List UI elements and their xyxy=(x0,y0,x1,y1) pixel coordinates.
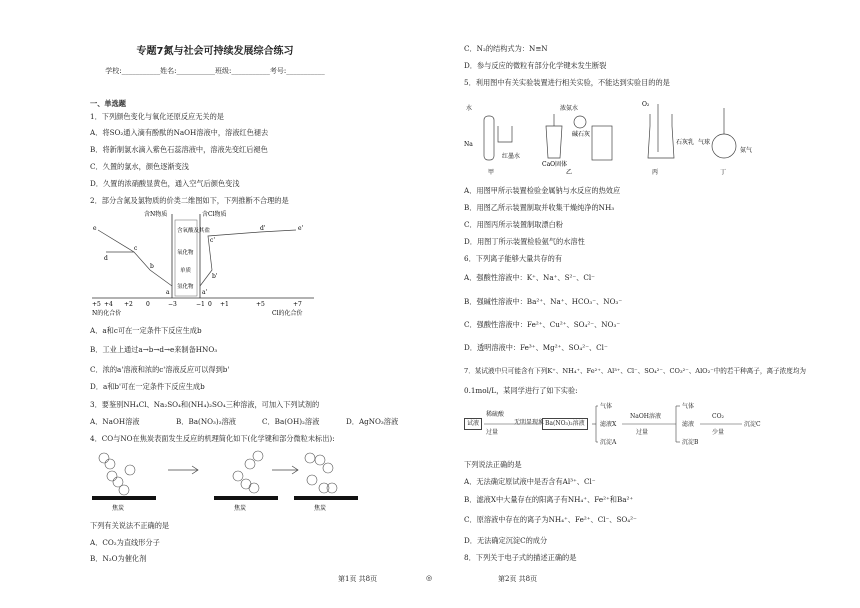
q5-option-d: D．用图丁所示装置检验氨气的水溶性 xyxy=(464,237,585,246)
q4-option-a: A．CO₂为直线形分子 xyxy=(90,538,160,547)
page-footer-left: 第1页 共8页 xyxy=(338,575,378,583)
page-title: 专题7氮与社会可持续发展综合练习 xyxy=(136,46,294,57)
label-cao: CaO固体 xyxy=(542,161,568,168)
q5-option-b: B．用图乙所示装置制取并收集干燥纯净的NH₃ xyxy=(464,203,615,212)
q4-stem: 下列有关说法不正确的是 xyxy=(90,521,170,530)
flow-arrows xyxy=(464,404,764,452)
q6-option-d: D．透明溶液中：Fe³⁺、Mg²⁺、SO₄²⁻、Cl⁻ xyxy=(464,343,608,352)
n-substance-label: 含N物质 xyxy=(144,211,168,218)
q4-option-c: C．N₂的结构式为：N≡N xyxy=(464,44,548,53)
label-jia: 甲 xyxy=(488,169,495,176)
apparatus-diagram xyxy=(462,96,762,182)
cl-substance-label: 含Cl物质 xyxy=(202,211,227,218)
cl-tick-plus5: +5 xyxy=(256,301,265,308)
n-tick-plus2: +2 xyxy=(124,301,133,308)
q2-option-d: D．a和b'可在一定条件下反应生成b xyxy=(90,382,205,391)
q1-option-b: B．将新制氯水滴入紫色石蕊溶液中，溶液先变红后褪色 xyxy=(90,145,268,154)
q3-option-b: B．Ba(NO₃)₂溶液 xyxy=(176,417,236,426)
flow-reagent-1: 稀硫酸 xyxy=(486,411,505,418)
q7-option-b: B．滤液X中大量存在的阳离子有NH₄⁺、Fe²⁺和Ba²⁺ xyxy=(464,495,634,504)
label-na: Na xyxy=(464,141,473,148)
flow-precipitate-b: 沉淀B xyxy=(682,439,699,446)
flow-precipitate-a: 沉淀A xyxy=(600,439,617,446)
cl-tick-minus1: −1 xyxy=(196,301,205,308)
binding-mark: ◎ xyxy=(426,574,433,582)
question-1: 1．下列颜色变化与氧化还原反应无关的是 xyxy=(90,112,224,121)
coke-label-1: 焦炭 xyxy=(112,505,125,512)
q4-option-d: D．参与反应的微粒有部分化学键未发生断裂 xyxy=(464,61,607,70)
n-axis-label: N的化合价 xyxy=(92,310,122,317)
flow-reagent-3-qty: 过量 xyxy=(636,429,649,436)
q7-option-a: A．无法确定原试液中是否含有Al³⁺、Cl⁻ xyxy=(464,477,596,486)
point-b-prime: b' xyxy=(212,273,218,280)
coke-label-2: 焦炭 xyxy=(234,505,247,512)
q3-option-a: A．NaOH溶液 xyxy=(90,417,140,426)
q5-option-c: C．用图丙所示装置制取漂白粉 xyxy=(464,220,563,229)
flow-reagent-4: CO₂ xyxy=(712,413,724,420)
category-hydride: 氢化物 xyxy=(177,284,194,290)
q6-option-b: B．强碱性溶液中：Ba²⁺、Na⁺、HCO₃⁻、NO₃⁻ xyxy=(464,297,623,306)
label-conc-ammonia: 浓氨水 xyxy=(560,105,579,112)
flow-no-change: 无明显现象 xyxy=(514,419,545,426)
question-8: 8．下列关于电子式的描述正确的是 xyxy=(464,553,577,562)
q7-option-d: D．无法确定沉淀C的成分 xyxy=(464,536,548,545)
q5-option-a: A．用图甲所示装置检验金属钠与水反应的热效应 xyxy=(464,186,621,195)
point-e-prime: e' xyxy=(298,225,304,232)
question-5: 5．利用图中有关实验装置进行相关实验，不能达到实验目的的是 xyxy=(464,78,670,87)
label-yi: 乙 xyxy=(566,169,573,176)
question-7-cont: 0.1mol/L，某同学进行了如下实验: xyxy=(464,386,578,395)
point-a: a xyxy=(166,289,170,296)
flow-reagent-4-qty: 少量 xyxy=(712,429,725,436)
label-bing: 丙 xyxy=(652,169,659,176)
flow-start-box: 试液 xyxy=(464,418,482,430)
flow-reagent-3: NaOH溶液 xyxy=(630,413,661,420)
flow-filtrate-x: 滤液X xyxy=(600,421,617,428)
flow-filtrate-2: 滤液 xyxy=(682,421,695,428)
valence-class-diagram xyxy=(88,208,318,320)
flow-gas-1: 气体 xyxy=(600,403,613,410)
student-info-line: 学校:___________姓名:___________班级:___________考号:___________ xyxy=(105,67,325,75)
q1-option-d: D．久置的浓硝酸显黄色，通入空气后颜色变浅 xyxy=(90,179,240,188)
point-c: c xyxy=(134,245,138,252)
n-tick-minus3: −3 xyxy=(168,301,177,308)
label-ammonia-gas: 氨气 xyxy=(740,147,753,154)
q2-option-b: B．工业上通过a→b→d→e来制备HNO₃ xyxy=(90,345,218,354)
q3-option-d: D．AgNO₃溶液 xyxy=(346,417,399,426)
point-b: b xyxy=(150,263,154,270)
q4-option-b: B．N₂O为催化剂 xyxy=(90,554,147,563)
point-e: e xyxy=(93,225,97,232)
q3-option-c: C．Ba(OH)₂溶液 xyxy=(262,417,320,426)
label-o2: O₂ xyxy=(642,101,650,108)
coke-label-3: 焦炭 xyxy=(314,505,327,512)
label-lime-milk: 石灰乳 xyxy=(676,139,695,146)
cl-axis-label: Cl的化合价 xyxy=(272,310,303,317)
q6-option-c: C．强酸性溶液中：Fe²⁺、Cu²⁺、SO₄²⁻、NO₃⁻ xyxy=(464,320,621,329)
q6-option-a: A．强酸性溶液中：K⁺、Na⁺、S²⁻、Cl⁻ xyxy=(464,273,595,282)
q1-option-c: C．久置的氯水，颜色逐渐变浅 xyxy=(90,162,189,171)
q2-option-c: C．浓的a'溶液和浓的c'溶液反应可以得到b' xyxy=(90,365,230,374)
label-balloon: 气球 xyxy=(698,139,711,146)
cl-tick-plus1: +1 xyxy=(220,301,229,308)
question-7: 7．某试液中只可能含有下列K⁺、NH₄⁺、Fe²⁺、Al³⁺、Cl⁻、SO₄²⁻、CO₃²⁻、AlO₂⁻中的若干种离子，离子浓度均为 xyxy=(464,367,807,375)
page-footer-right: 第2页 共8页 xyxy=(498,575,538,583)
q1-option-a: A．将SO₂通入滴有酚酞的NaOH溶液中，溶液红色褪去 xyxy=(90,128,269,137)
q7-option-c: C．原溶液中存在的离子为NH₄⁺、Fe²⁺、Cl⁻、SO₄²⁻ xyxy=(464,515,637,524)
n-tick-0: 0 xyxy=(146,301,150,308)
question-4: 4．CO与NO在焦炭表面发生反应的机理简化如下(化学键和部分微粒未标出): xyxy=(90,434,335,443)
point-d-prime: d' xyxy=(260,225,266,232)
point-a-prime: a' xyxy=(202,289,208,296)
point-c-prime: c' xyxy=(210,237,216,244)
cl-tick-0: 0 xyxy=(208,301,212,308)
question-6: 6．下列离子能够大量共存的有 xyxy=(464,254,563,263)
section-heading: 一、单选题 xyxy=(90,99,126,108)
flow-gas-2: 气体 xyxy=(682,403,695,410)
question-2: 2．部分含氮及氯物质的价类二维图如下，下列推断不合理的是 xyxy=(90,196,289,205)
flow-reagent-1-qty: 过量 xyxy=(486,429,499,436)
flow-reagent-2-box: Ba(NO₃)₂溶液 xyxy=(542,418,588,430)
point-d: d xyxy=(104,255,108,262)
q7-stem: 下列说法正确的是 xyxy=(464,460,522,469)
label-water: 水 xyxy=(466,105,473,112)
page-right xyxy=(430,0,860,608)
flow-precipitate-c: 沉淀C xyxy=(744,421,761,428)
label-ding: 丁 xyxy=(720,169,727,176)
n-tick-plus4: +4 xyxy=(104,301,113,308)
category-element: 单质 xyxy=(180,268,192,274)
q2-option-a: A．a和c可在一定条件下反应生成b xyxy=(90,326,202,335)
label-soda-lime: 碱石灰 xyxy=(572,131,591,138)
cl-tick-plus7: +7 xyxy=(293,301,302,308)
category-oxide: 氧化物 xyxy=(177,250,194,256)
category-oxyacid: 含氧酸及其盐 xyxy=(177,228,211,234)
coke-mechanism-diagram xyxy=(88,448,368,514)
label-red-ink: 红墨水 xyxy=(502,153,521,160)
n-tick-plus5: +5 xyxy=(92,301,101,308)
question-3: 3．要鉴别NH₄Cl、Na₂SO₄和(NH₄)₂SO₄三种溶液，可加入下列试剂的 xyxy=(90,400,320,409)
